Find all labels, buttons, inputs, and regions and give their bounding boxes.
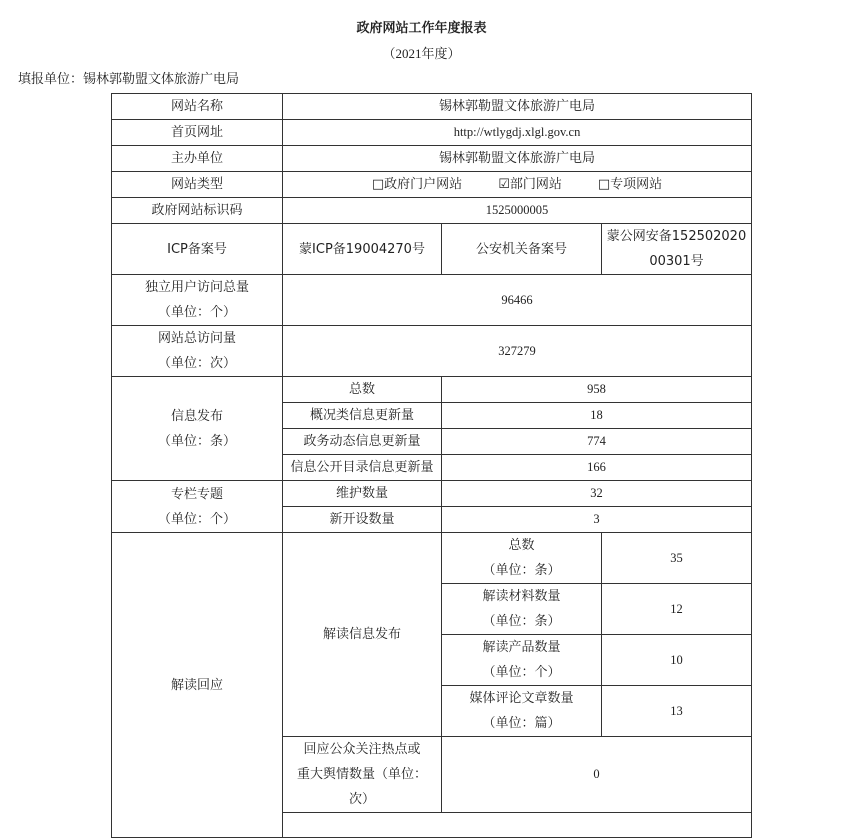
info-news-label: 政务动态信息更新量 <box>283 429 442 455</box>
info-news-value: 774 <box>442 429 752 455</box>
table-row-continuation <box>283 813 752 838</box>
site-name-label: 网站名称 <box>112 94 283 120</box>
unique-visitors-label: 独立用户访问总量 （单位：个） <box>112 275 283 326</box>
table-row <box>112 377 752 403</box>
columns-label: 专栏专题 （单位：个） <box>112 481 283 533</box>
hotspot-value: 0 <box>442 737 752 813</box>
interp-media-value: 13 <box>602 686 752 737</box>
site-type-option-special: □专项网站 <box>597 177 663 192</box>
info-overview-value: 18 <box>442 403 752 429</box>
hotspot-label: 回应公众关注热点或 重大舆情数量（单位： 次） <box>283 737 442 813</box>
info-overview-label: 概况类信息更新量 <box>283 403 442 429</box>
filler-value: 锡林郭勒盟文体旅游广电局 <box>83 72 240 87</box>
total-visits-value: 327279 <box>283 326 752 377</box>
site-type-options <box>283 172 752 198</box>
table-row <box>112 94 752 120</box>
sponsor-value: 锡林郭勒盟文体旅游广电局 <box>283 146 752 172</box>
filler-unit <box>18 71 239 89</box>
columns-maintained-value: 32 <box>442 481 752 507</box>
interp-product-value: 10 <box>602 635 752 686</box>
info-catalog-label: 信息公开目录信息更新量 <box>283 455 442 481</box>
table-row <box>112 146 752 172</box>
columns-new-value: 3 <box>442 507 752 533</box>
sponsor-label: 主办单位 <box>112 146 283 172</box>
interpretation-label: 解读回应 <box>112 533 283 838</box>
interp-media-label: 媒体评论文章数量 （单位：篇） <box>442 686 602 737</box>
interp-total-label: 总数 （单位：条） <box>442 533 602 584</box>
info-total-label: 总数 <box>283 377 442 403</box>
icp-value: 蒙ICP备19004270号 <box>283 224 442 275</box>
report-year: （2021年度） <box>382 46 461 61</box>
interp-product-label: 解读产品数量 （单位：个） <box>442 635 602 686</box>
police-value: 蒙公网安备15250202000301号 <box>602 224 752 275</box>
site-type-option-portal: □政府门户网站 <box>371 177 463 192</box>
interp-total-value: 35 <box>602 533 752 584</box>
report-title: 政府网站工作年度报表 <box>356 21 487 36</box>
table-row <box>112 275 752 326</box>
table-row <box>112 198 752 224</box>
filler-label: 填报单位： <box>18 72 84 87</box>
site-id-label: 政府网站标识码 <box>112 198 283 224</box>
police-label: 公安机关备案号 <box>442 224 602 275</box>
interp-material-value: 12 <box>602 584 752 635</box>
columns-new-label: 新开设数量 <box>283 507 442 533</box>
interpretation-publish-label: 解读信息发布 <box>283 533 442 737</box>
total-visits-label: 网站总访问量 （单位：次） <box>112 326 283 377</box>
info-total-value: 958 <box>442 377 752 403</box>
table-row <box>112 224 752 275</box>
report-table <box>111 93 752 838</box>
table-row <box>112 172 752 198</box>
columns-maintained-label: 维护数量 <box>283 481 442 507</box>
site-type-label: 网站类型 <box>112 172 283 198</box>
homepage-value: http://wtlygdj.xlgl.gov.cn <box>283 120 752 146</box>
homepage-label: 首页网址 <box>112 120 283 146</box>
unique-visitors-value: 96466 <box>283 275 752 326</box>
site-id-value: 1525000005 <box>283 198 752 224</box>
site-type-option-department: ☑部门网站 <box>498 177 562 192</box>
site-name-value: 锡林郭勒盟文体旅游广电局 <box>283 94 752 120</box>
info-publish-label: 信息发布 （单位：条） <box>112 377 283 481</box>
table-row <box>112 481 752 507</box>
table-row <box>112 533 752 584</box>
icp-label: ICP备案号 <box>112 224 283 275</box>
info-catalog-value: 166 <box>442 455 752 481</box>
table-row <box>112 120 752 146</box>
interp-material-label: 解读材料数量 （单位：条） <box>442 584 602 635</box>
table-row <box>112 326 752 377</box>
